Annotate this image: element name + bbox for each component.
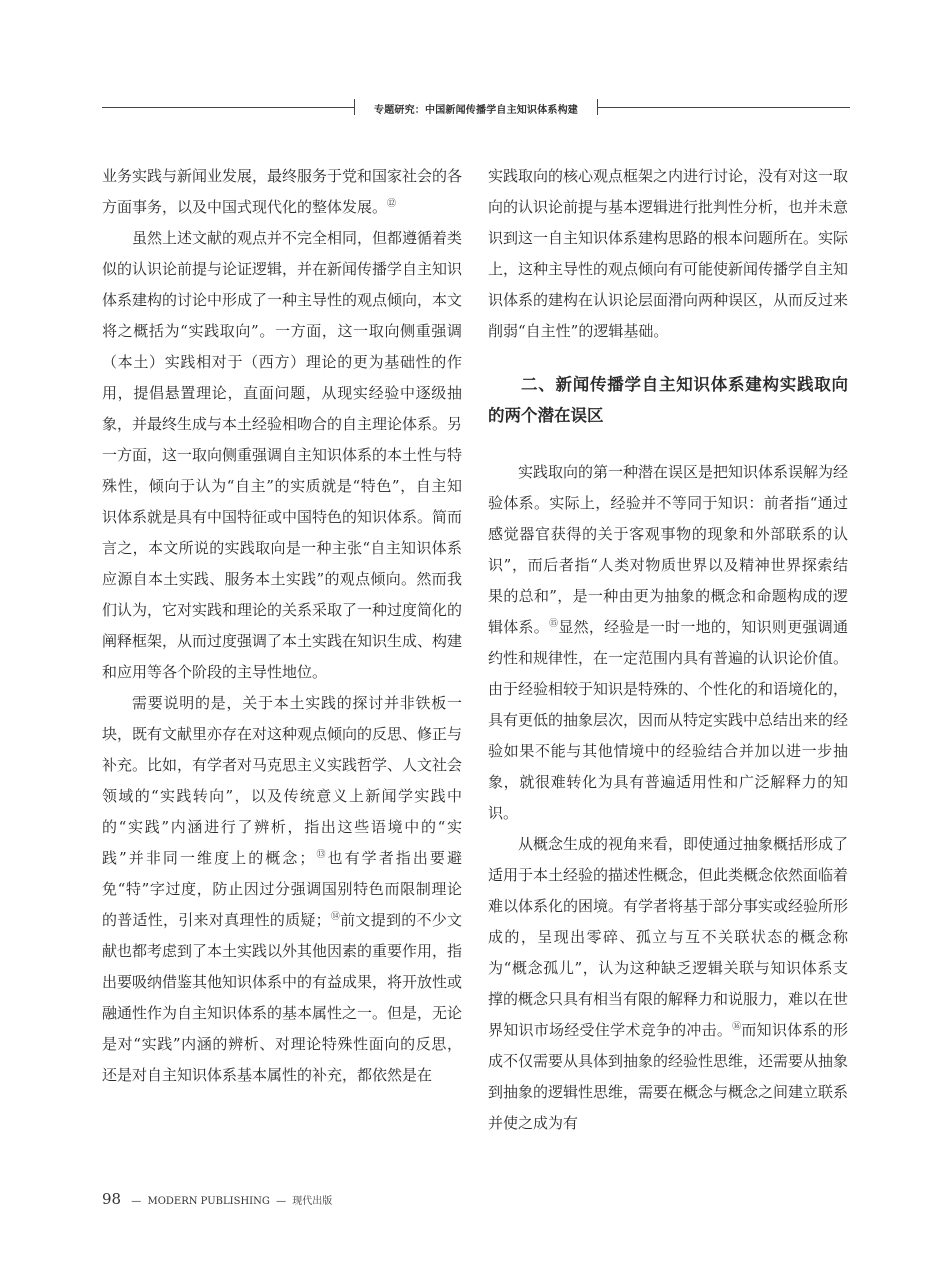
header-tick-left [354,99,355,115]
paragraph: 虽然上述文献的观点并不完全相同，但都遵循着类似的认识论前提与论证逻辑，并在新闻传播学自主知识体系建构的讨论中形成了一种主导性的观点倾向，本文将之概括为“实践取向”。一方面，这一取向侧重强调（本土）实践相对于（西方）理论的更为基础性的作用，提倡悬置理论，直面问题，从现实经验中逐级抽象，并最终生成与本土经验相吻合的自主理论体系。另一方面，这一取向侧重强调自主知识体系的本土性与特殊性，倾向于认为“自主”的实质就是“特色”，自主知识体系就是具有中国特征或中国特色的知识体系。简而言之，本文所说的实践取向是一种主张“自主知识体系应源自本土实践、服务本土实践”的观点倾向。然而我们认为，它对实践和理论的关系采取了一种过度简化的阐释框架，从而过度强调了本土实践在知识生成、构建和应用等各个阶段的主导性地位。 [102,229,463,681]
paragraph: 业务实践与新闻业发展，最终服务于党和国家社会的各方面事务，以及中国式现代化的整体发展。⑫ [102,167,463,216]
footnote-marker: ⑯ [732,1022,742,1032]
page-number: 98 [102,1190,122,1208]
footer-dash: — [131,1196,142,1207]
paragraph: 需要说明的是，关于本土实践的探讨并非铁板一块，既有文献里亦存在对这种观点倾向的反思、修正与补充。比如，有学者对马克思主义实践哲学、人文社会领域的“实践转向”，以及传统意义上新闻学实践中的“实践”内涵进行了辨析，指出这些语境中的“实践”并非同一维度上的概念；⑬也有学者指出要避免“特”字过度，防止因过分强调国别特色而限制理论的普适性，引来对真理性的质疑；⑭前文提到的不少文献也都考虑到了本土实践以外其他因素的重要作用，指出要吸纳借鉴其他知识体系中的有益成果，将开放性或融通性作为自主知识体系的基本属性之一。但是，无论是对“实践”内涵的辨析、对理论特殊性面向的反思，还是对自主知识体系基本属性的补充，都依然是在 [102,694,463,1084]
journal-name-en: MODERN PUBLISHING [147,1196,270,1207]
footnote-marker: ⑮ [549,619,559,629]
footnote-marker: ⑬ [314,850,328,860]
left-column [102,161,462,1091]
header-rule-left [102,107,354,108]
header-title: 专题研究：中国新闻传播学自主知识体系构建 [374,105,578,116]
right-column [488,161,848,1139]
footnote-marker: ⑫ [387,199,397,209]
section-heading: 二、新闻传播学自主知识体系建构实践取向的两个潜在误区 [488,375,848,425]
journal-name-cn: 现代出版 [292,1196,333,1207]
footer-dash: — [276,1196,287,1207]
running-header [102,96,850,120]
paragraph: 从概念生成的视角来看，即使通过抽象概括形成了适用于本土经验的描述性概念，但此类概念依然面临着难以体系化的困境。有学者将基于部分事实或经验所形成的，呈现出零碎、孤立与互不关联状态的概念称为“概念孤儿”，认为这种缺乏逻辑关联与知识体系支撑的概念只具有相当有限的解释力和说服力，难以在世界知识市场经受住学术竞争的冲击。⑯而知识体系的形成不仅需要从具体到抽象的经验性思维，还需要从抽象到抽象的逻辑性思维，需要在概念与概念之间建立联系并使之成为有 [488,835,849,1132]
footnote-marker: ⑭ [330,912,341,922]
page-footer [102,1190,332,1208]
paragraph: 实践取向的第一种潜在误区是把知识体系误解为经验体系。实际上，经验并不等同于知识：前者指“通过感觉器官获得的关于客观事物的现象和外部联系的认识”，而后者指“人类对物质世界以及精神世界探索结果的总和”，是一种由更为抽象的概念和命题构成的逻辑体系。⑮显然，经验是一时一地的，知识则更强调通约性和规律性，在一定范围内具有普遍的认识论价值。由于经验相较于知识是特殊的、个性化的和语境化的，具有更低的抽象层次，因而从特定实践中总结出来的经验如果不能与其他情境中的经验结合并加以进一步抽象，就很难转化为具有普遍适用性和广泛解释力的知识。 [488,463,849,822]
paragraph: 实践取向的核心观点框架之内进行讨论，没有对这一取向的认识论前提与基本逻辑进行批判性分析，也并未意识到这一自主知识体系建构思路的根本问题所在。实际上，这种主导性的观点倾向有可能使新闻传播学自主知识体系的建构在认识论层面滑向两种误区，从而反过来削弱“自主性”的逻辑基础。 [488,167,849,340]
header-rule-right [598,107,850,108]
